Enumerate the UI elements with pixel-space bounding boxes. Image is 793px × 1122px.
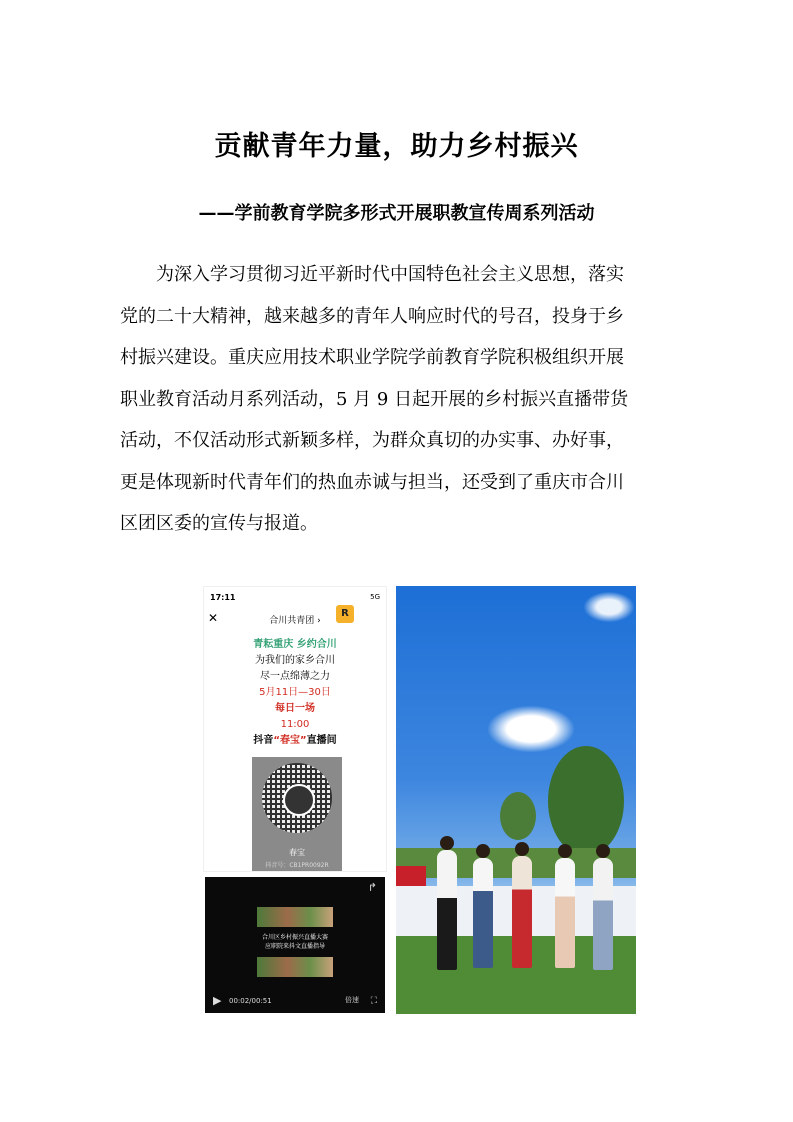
cloud <box>584 592 634 622</box>
video-caption <box>235 933 355 951</box>
body-line: 党的二十大精神，越来越多的青年人响应时代的号召，投身于乡 <box>120 305 624 327</box>
video-caption-line: 应职院来抖文直播指导 <box>264 943 325 950</box>
speed-button[interactable]: 倍速 <box>345 996 359 1004</box>
play-icon[interactable]: ▶ <box>213 994 222 1007</box>
poster-daily: 每日一场 <box>275 703 315 714</box>
video-time: 00:02/00:51 <box>229 997 272 1005</box>
phone-screenshot <box>203 586 387 872</box>
person <box>593 858 613 970</box>
person <box>437 850 457 970</box>
app-badge-icon: R <box>336 605 354 623</box>
group-photo <box>396 586 636 1014</box>
body-paragraph <box>120 254 676 545</box>
person-head <box>596 844 610 858</box>
status-time: 17:11 <box>210 593 236 602</box>
person <box>512 856 532 968</box>
person <box>473 858 493 968</box>
video-caption-line: 合川区乡村振兴直播大赛 <box>261 934 328 941</box>
poster-slogan: 青耘重庆 乡约合川 <box>253 639 337 650</box>
share-icon[interactable]: ↱ <box>367 881 377 894</box>
body-line: 区团区委的宣传与报道。 <box>120 513 318 534</box>
video-thumbnail <box>257 957 333 977</box>
signal-indicator: 5G <box>370 593 380 601</box>
fullscreen-icon[interactable]: ⛶ <box>370 996 377 1006</box>
poster-dates: 5月11日—30日 <box>259 687 331 698</box>
status-bar <box>210 593 380 602</box>
room-suffix: 直播间 <box>306 735 337 746</box>
avatar <box>283 784 315 816</box>
document-title: 贡献青年力量，助力乡村振兴 <box>214 131 579 162</box>
poster-time: 11:00 <box>280 719 310 730</box>
video-thumbnail <box>257 907 333 927</box>
cloud <box>488 706 574 752</box>
poster-line: 为我们的家乡合川 <box>255 655 335 666</box>
room-name: “春宝” <box>273 735 307 746</box>
app-nav-bar <box>204 608 386 627</box>
tree <box>548 746 624 856</box>
room-prefix: 抖音 <box>253 735 274 746</box>
person-head <box>558 844 572 858</box>
body-line: 活动，不仅活动形式新颖多样，为群众真切的办实事、办好事， <box>120 430 624 451</box>
person-head <box>515 842 529 856</box>
person-head <box>476 844 490 858</box>
body-line: 为深入学习贯彻习近平新时代中国特色社会主义思想，落实 <box>156 264 624 285</box>
document-subtitle: ——学前教育学院多形式开展职教宣传周系列活动 <box>198 203 595 224</box>
person-head <box>440 836 454 850</box>
video-player[interactable] <box>205 877 385 1013</box>
tree <box>500 792 536 840</box>
body-line: 村振兴建设。重庆应用技术职业学院学前教育学院积极组织开展 <box>120 347 624 368</box>
qr-account-id: 抖音号：CB1PR0092R <box>265 862 329 869</box>
qr-account-name: 春宝 <box>289 848 305 857</box>
qr-code-card[interactable] <box>252 757 342 871</box>
account-name[interactable]: 合川共青团 › <box>269 616 321 626</box>
body-line: 职业教育活动月系列活动，5 月 9 日起开展的乡村振兴直播带货 <box>120 388 629 410</box>
close-icon[interactable]: ✕ <box>208 611 219 625</box>
poster-room <box>204 733 386 749</box>
event-poster <box>204 637 386 749</box>
body-line: 更是体现新时代青年们的热血赤诚与担当，还受到了重庆市合川 <box>120 471 624 493</box>
person <box>555 858 575 968</box>
poster-line: 尽一点绵薄之力 <box>260 671 330 682</box>
